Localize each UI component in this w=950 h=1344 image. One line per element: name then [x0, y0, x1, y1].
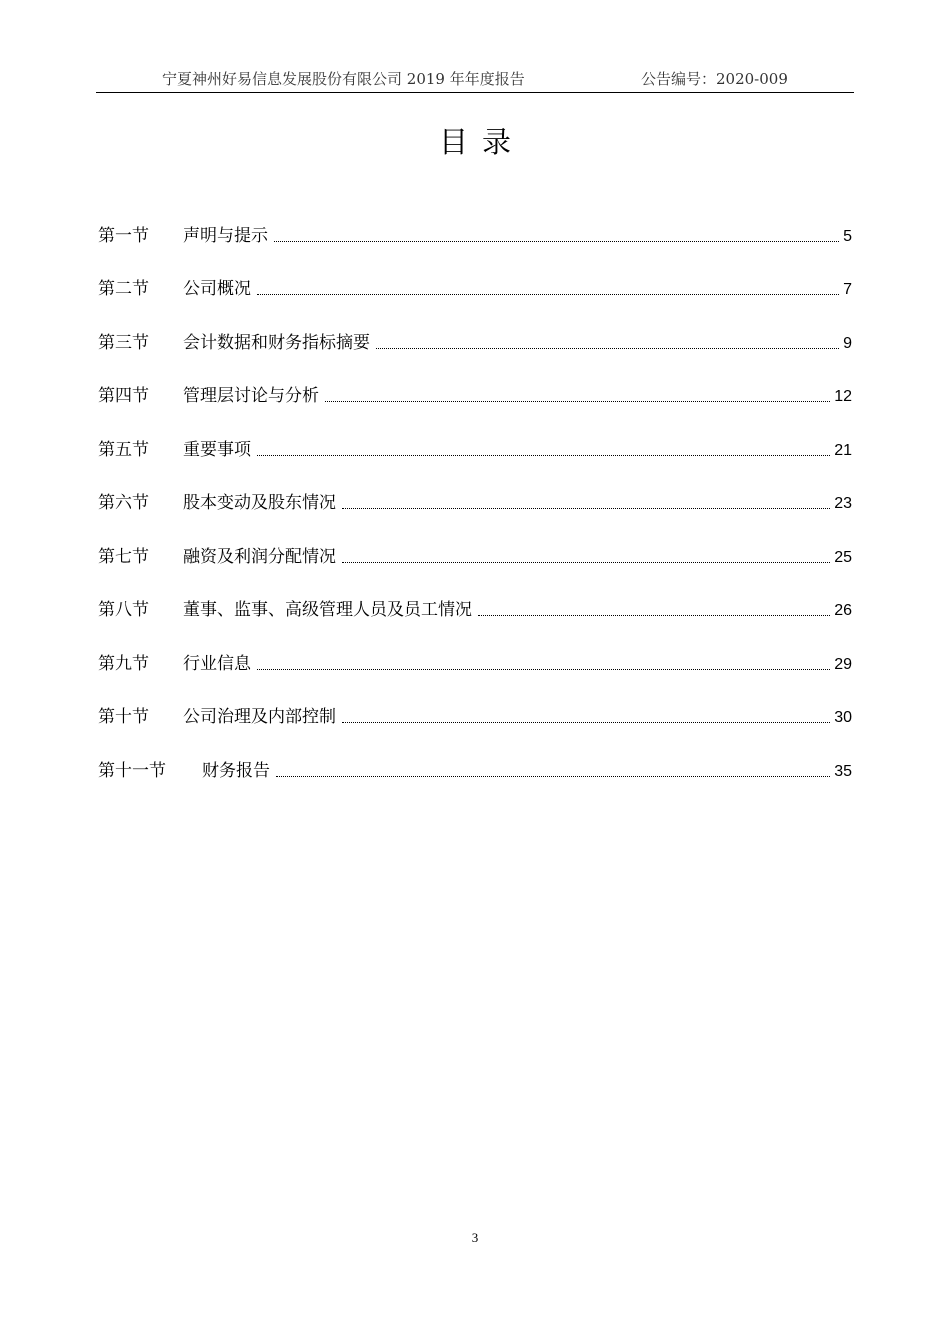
notice-number: 公告编号：2020-009 [641, 70, 788, 88]
toc-leader-dots [478, 615, 830, 616]
toc-leader-dots [257, 669, 830, 670]
toc-page-number: 35 [834, 762, 852, 780]
toc-section-name: 公司治理及内部控制 [183, 707, 336, 727]
toc-page-number: 21 [834, 441, 852, 459]
toc-item[interactable] [98, 246, 852, 300]
toc-section-number: 第七节 [98, 546, 149, 567]
toc-leader-dots [276, 776, 830, 777]
toc-item[interactable] [98, 567, 852, 621]
toc-section-number: 第一节 [98, 225, 149, 246]
toc-leader-dots [376, 348, 839, 349]
toc-section-name: 公司概况 [183, 279, 251, 299]
toc-page-number: 29 [834, 655, 852, 673]
toc-section-name: 管理层讨论与分析 [183, 386, 319, 406]
toc-section-number: 第三节 [98, 332, 149, 353]
toc-item[interactable] [98, 620, 852, 674]
toc-section-name: 财务报告 [202, 760, 270, 781]
toc-leader-dots [274, 241, 839, 242]
page-header [96, 66, 854, 93]
toc-leader-dots [257, 455, 830, 456]
toc-section-name: 重要事项 [183, 439, 251, 460]
toc-section-number: 第九节 [98, 653, 149, 674]
toc-section-number: 第六节 [98, 493, 149, 513]
toc-item[interactable] [98, 460, 852, 514]
page-number: 3 [471, 1230, 479, 1245]
toc-section-name: 融资及利润分配情况 [183, 546, 336, 567]
toc-item[interactable] [98, 513, 852, 567]
toc-page-number: 23 [834, 495, 852, 512]
toc-item[interactable] [98, 192, 852, 246]
toc-section-number: 第五节 [98, 439, 149, 460]
toc-item[interactable] [98, 674, 852, 728]
toc-section-name: 声明与提示 [183, 225, 268, 246]
toc-item[interactable] [98, 299, 852, 353]
toc-leader-dots [342, 722, 830, 723]
toc-leader-dots [325, 401, 830, 402]
toc-page-number: 12 [834, 388, 852, 405]
toc-section-name: 会计数据和财务指标摘要 [183, 332, 370, 353]
toc-section-number: 第八节 [98, 600, 149, 620]
table-of-contents [98, 192, 852, 781]
toc-item[interactable] [98, 406, 852, 460]
toc-section-name: 行业信息 [183, 653, 251, 674]
toc-page-number: 26 [834, 602, 852, 619]
toc-leader-dots [342, 508, 830, 509]
toc-page-number: 30 [834, 709, 852, 726]
toc-page-number: 5 [843, 227, 852, 245]
toc-section-number: 第二节 [98, 279, 149, 299]
toc-section-number: 第四节 [98, 386, 149, 406]
toc-page-number: 25 [834, 548, 852, 566]
toc-section-name: 股本变动及股东情况 [183, 493, 336, 513]
toc-section-number: 第十一节 [98, 760, 166, 781]
toc-item[interactable] [98, 727, 852, 781]
toc-page-number: 7 [843, 281, 852, 298]
toc-title: 目录 [438, 125, 525, 159]
toc-leader-dots [342, 562, 830, 563]
report-title: 宁夏神州好易信息发展股份有限公司 2019 年年度报告 [162, 70, 525, 88]
toc-section-number: 第十节 [98, 707, 149, 727]
toc-section-name: 董事、监事、高级管理人员及员工情况 [183, 600, 472, 620]
toc-page-number: 9 [843, 334, 852, 352]
toc-leader-dots [257, 294, 839, 295]
toc-item[interactable] [98, 353, 852, 407]
